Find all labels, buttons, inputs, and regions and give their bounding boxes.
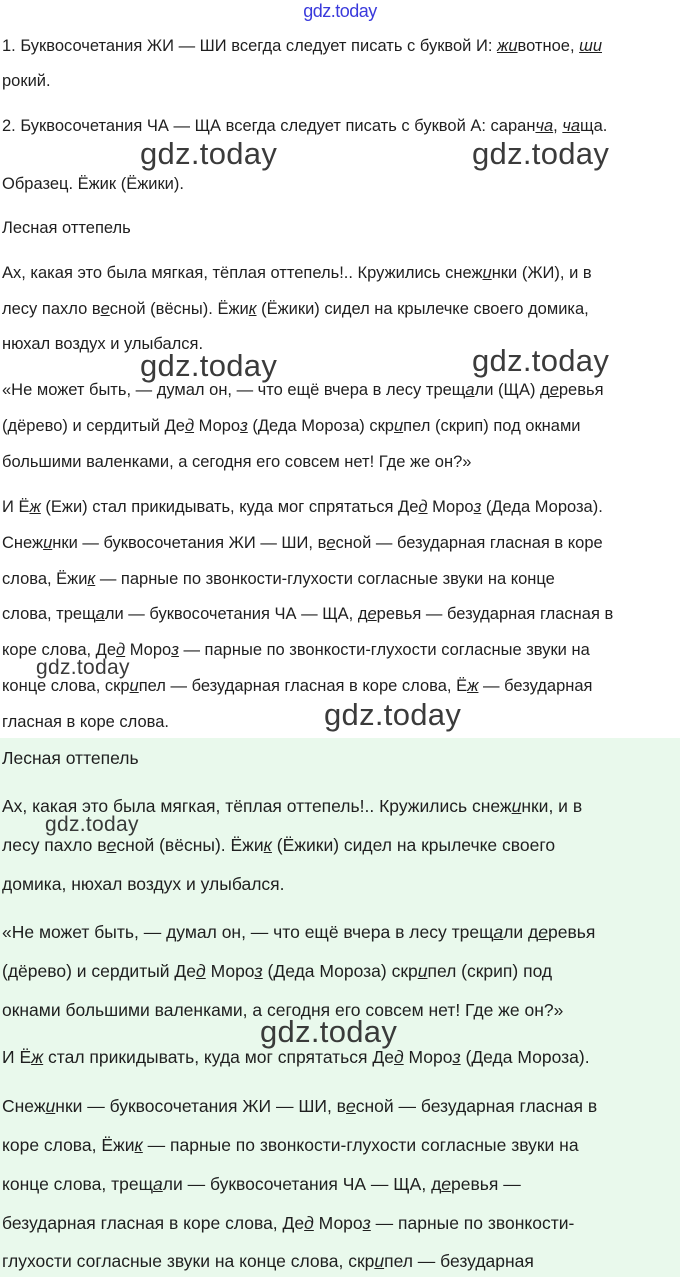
watermark: gdz.today — [140, 136, 278, 171]
rule-1-continued: рокий. — [2, 72, 51, 90]
green-p4-line-2: коре слова, Ёжик — парные по звонкости-глухости согласные звуки на — [2, 1135, 579, 1155]
p3-line-2: Снежинки — буквосочетания ЖИ — ШИ, весной — безударная гласная в коре — [2, 534, 603, 552]
p1-line-2: лесу пахло весной (вёсны). Ёжик (Ёжики) сидел на крылечке своего домика, — [2, 300, 589, 318]
watermark: gdz.today — [45, 813, 139, 836]
rule-2: 2. Буквосочетания ЧА — ЩА всегда следует писать с буквой А: саранча, чаща. — [2, 117, 608, 135]
green-p2-line-2: (дёрево) и сердитый Дед Мороз (Деда Мороза) скрипел (скрип) под — [2, 961, 553, 981]
p2-line-2: (дёрево) и сердитый Дед Мороз (Деда Мороза) скрипел (скрип) под окнами — [2, 417, 581, 435]
green-p2-line-3: окнами большими валенками, а сегодня его совсем нет! Где же он?» — [2, 1000, 564, 1020]
green-p4-line-4: безударная гласная в коре слова, Дед Мороз — парные по звонкости- — [2, 1213, 575, 1233]
p3-line-6: конце слова, скрипел — безударная гласная в коре слова, Ёж — безударная — [2, 677, 593, 695]
green-p1-line-1: Ах, какая это была мягкая, тёплая оттепель!.. Кружились снежинки, и в — [2, 796, 583, 816]
green-p4-line-1: Снежинки — буквосочетания ЖИ — ШИ, весной — безударная гласная в — [2, 1096, 598, 1116]
green-p1-line-3: домика, нюхал воздух и улыбался. — [2, 874, 285, 894]
p1-line-1: Ах, какая это была мягкая, тёплая оттепель!.. Кружились снежинки (ЖИ), и в — [2, 264, 592, 282]
p3-line-5: коре слова, Дед Мороз — парные по звонкости-глухости согласные звуки на — [2, 641, 590, 659]
story-title: Лесная оттепель — [2, 219, 131, 237]
site-header-logo[interactable]: gdz.today — [303, 1, 377, 21]
rule-1: 1. Буквосочетания ЖИ — ШИ всегда следует писать с буквой И: животное, ши — [2, 37, 602, 55]
p3-line-3: слова, Ёжик — парные по звонкости-глухости согласные звуки на конце — [2, 570, 555, 588]
watermark: gdz.today — [472, 343, 610, 378]
watermark: gdz.today — [260, 1014, 398, 1049]
green-p3-line-1: И Ёж стал прикидывать, куда мог спрятаться Дед Мороз (Деда Мороза). — [2, 1047, 590, 1067]
green-p4-line-3: конце слова, трещали — буквосочетания ЧА — ЩА, деревья — — [2, 1174, 521, 1194]
p3-line-1: И Ёж (Ежи) стал прикидывать, куда мог спрятаться Дед Мороз (Деда Мороза). — [2, 498, 603, 516]
watermark: gdz.today — [140, 348, 278, 383]
watermark: gdz.today — [324, 697, 462, 732]
watermark: gdz.today — [36, 656, 130, 679]
p1-line-3: нюхал воздух и улыбался. — [2, 335, 204, 353]
p2-line-3: большими валенками, а сегодня его совсем нет! Где же он?» — [2, 453, 472, 471]
green-p2-line-1: «Не может быть, — думал он, — что ещё вчера в лесу трещали деревья — [2, 922, 596, 942]
sample-line: Образец. Ёжик (Ёжики). — [2, 175, 184, 193]
p3-line-7: гласная в коре слова. — [2, 713, 169, 731]
p3-line-4: слова, трещали — буквосочетания ЧА — ЩА, деревья — безударная гласная в — [2, 605, 614, 623]
green-p4-line-5: глухости согласные звуки на конце слова, скрипел — безударная — [2, 1251, 534, 1271]
p2-line-1: «Не может быть, — думал он, — что ещё вчера в лесу трещали (ЩА) деревья — [2, 381, 604, 399]
watermark: gdz.today — [472, 136, 610, 171]
green-story-title: Лесная оттепель — [2, 748, 139, 768]
green-p1-line-2: лесу пахло весной (вёсны). Ёжик (Ёжики) сидел на крылечке своего — [2, 835, 556, 855]
